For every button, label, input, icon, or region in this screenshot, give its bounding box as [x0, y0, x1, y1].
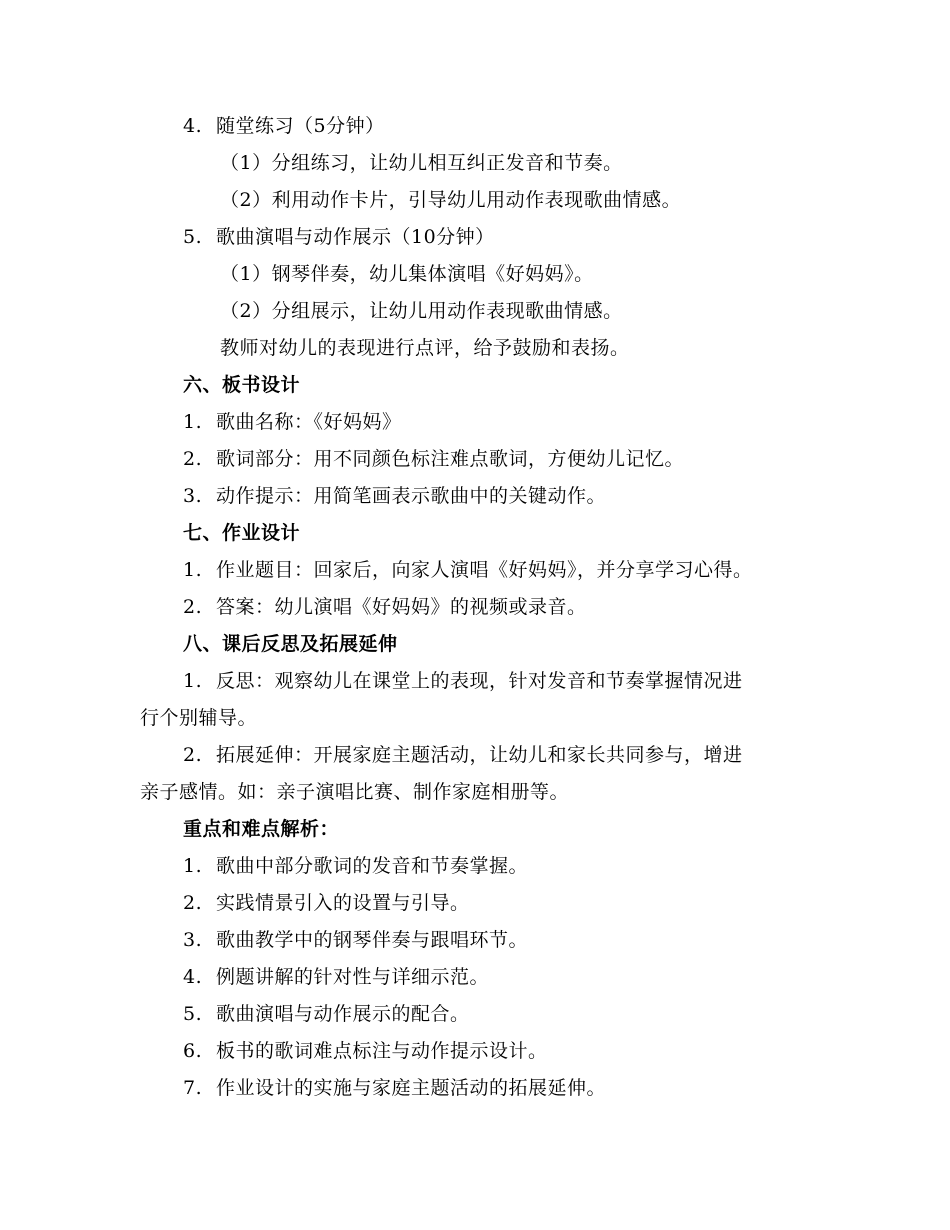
sub-item — [220, 260, 594, 288]
item-text: 行个别辅导。 — [140, 707, 258, 729]
continuation-line — [140, 778, 569, 806]
list-item — [183, 482, 606, 510]
list-item — [183, 112, 385, 140]
item-number: 2. — [183, 448, 203, 470]
item-number: 1. — [183, 411, 203, 433]
item-text: 歌曲名称：《好妈妈》 — [216, 411, 402, 433]
heading-text: 七、作业设计 — [183, 522, 301, 544]
item-number: 4. — [183, 115, 203, 137]
item-number: 4. — [183, 966, 203, 988]
item-number: 1. — [183, 855, 203, 877]
item-number: 3. — [183, 929, 203, 951]
list-item — [183, 223, 495, 251]
item-number: 6. — [183, 1040, 203, 1062]
item-text: （2）分组展示，让幼儿用动作表现歌曲情感。 — [220, 300, 623, 322]
section-heading — [183, 630, 398, 658]
list-item — [183, 408, 402, 436]
list-item — [183, 556, 753, 584]
item-number: 1. — [183, 559, 203, 581]
sub-item — [220, 186, 681, 214]
item-text: 教师对幼儿的表现进行点评，给予鼓励和表扬。 — [220, 337, 630, 359]
item-text: 作业题目：回家后，向家人演唱《好妈妈》，并分享学习心得。 — [216, 559, 753, 581]
item-text: 答案：幼儿演唱《好妈妈》的视频或录音。 — [216, 596, 587, 618]
item-number: 2. — [183, 892, 203, 914]
item-text: （2）利用动作卡片，引导幼儿用动作表现歌曲情感。 — [220, 189, 682, 211]
item-text: 歌词部分：用不同颜色标注难点歌词，方便幼儿记忆。 — [216, 448, 685, 470]
list-item — [183, 889, 470, 917]
item-text: 反思：观察幼儿在课堂上的表现，针对发音和节奏掌握情况进 — [216, 670, 743, 692]
list-item — [183, 852, 528, 880]
item-text: 亲子感情。如：亲子演唱比赛、制作家庭相册等。 — [140, 781, 570, 803]
item-text: 板书的歌词难点标注与动作提示设计。 — [216, 1040, 548, 1062]
item-text: 作业设计的实施与家庭主题活动的拓展延伸。 — [216, 1077, 607, 1099]
section-heading — [183, 519, 300, 547]
list-item — [183, 445, 684, 473]
list-item — [183, 1000, 470, 1028]
item-text: （1）分组练习，让幼儿相互纠正发音和节奏。 — [220, 152, 623, 174]
paragraph — [220, 334, 630, 362]
item-number: 5. — [183, 226, 203, 248]
heading-text: 重点和难点解析： — [183, 818, 340, 840]
item-text: 动作提示：用简笔画表示歌曲中的关键动作。 — [216, 485, 607, 507]
list-item — [183, 1074, 606, 1102]
section-heading — [183, 371, 300, 399]
list-item — [183, 593, 587, 621]
item-number: 3. — [183, 485, 203, 507]
item-text: 歌曲演唱与动作展示（10分钟） — [216, 226, 495, 248]
heading-text: 八、课后反思及拓展延伸 — [183, 633, 398, 655]
item-text: 歌曲中部分歌词的发音和节奏掌握。 — [216, 855, 529, 877]
list-item — [183, 963, 489, 991]
sub-item — [220, 149, 623, 177]
item-text: 拓展延伸：开展家庭主题活动，让幼儿和家长共同参与，增进 — [216, 744, 743, 766]
item-number: 5. — [183, 1003, 203, 1025]
continuation-line — [140, 704, 257, 732]
list-item — [183, 741, 743, 769]
section-heading — [183, 815, 339, 843]
item-number: 7. — [183, 1077, 203, 1099]
list-item — [183, 667, 743, 695]
item-number: 2. — [183, 744, 203, 766]
item-text: 歌曲教学中的钢琴伴奏与跟唱环节。 — [216, 929, 529, 951]
item-number: 1. — [183, 670, 203, 692]
item-text: 实践情景引入的设置与引导。 — [216, 892, 470, 914]
item-text: 例题讲解的针对性与详细示范。 — [216, 966, 490, 988]
sub-item — [220, 297, 623, 325]
item-text: （1）钢琴伴奏，幼儿集体演唱《好妈妈》。 — [220, 263, 594, 285]
list-item — [183, 1037, 548, 1065]
item-number: 2. — [183, 596, 203, 618]
heading-text: 六、板书设计 — [183, 374, 301, 396]
item-text: 歌曲演唱与动作展示的配合。 — [216, 1003, 470, 1025]
item-text: 随堂练习（5分钟） — [216, 115, 385, 137]
list-item — [183, 926, 528, 954]
